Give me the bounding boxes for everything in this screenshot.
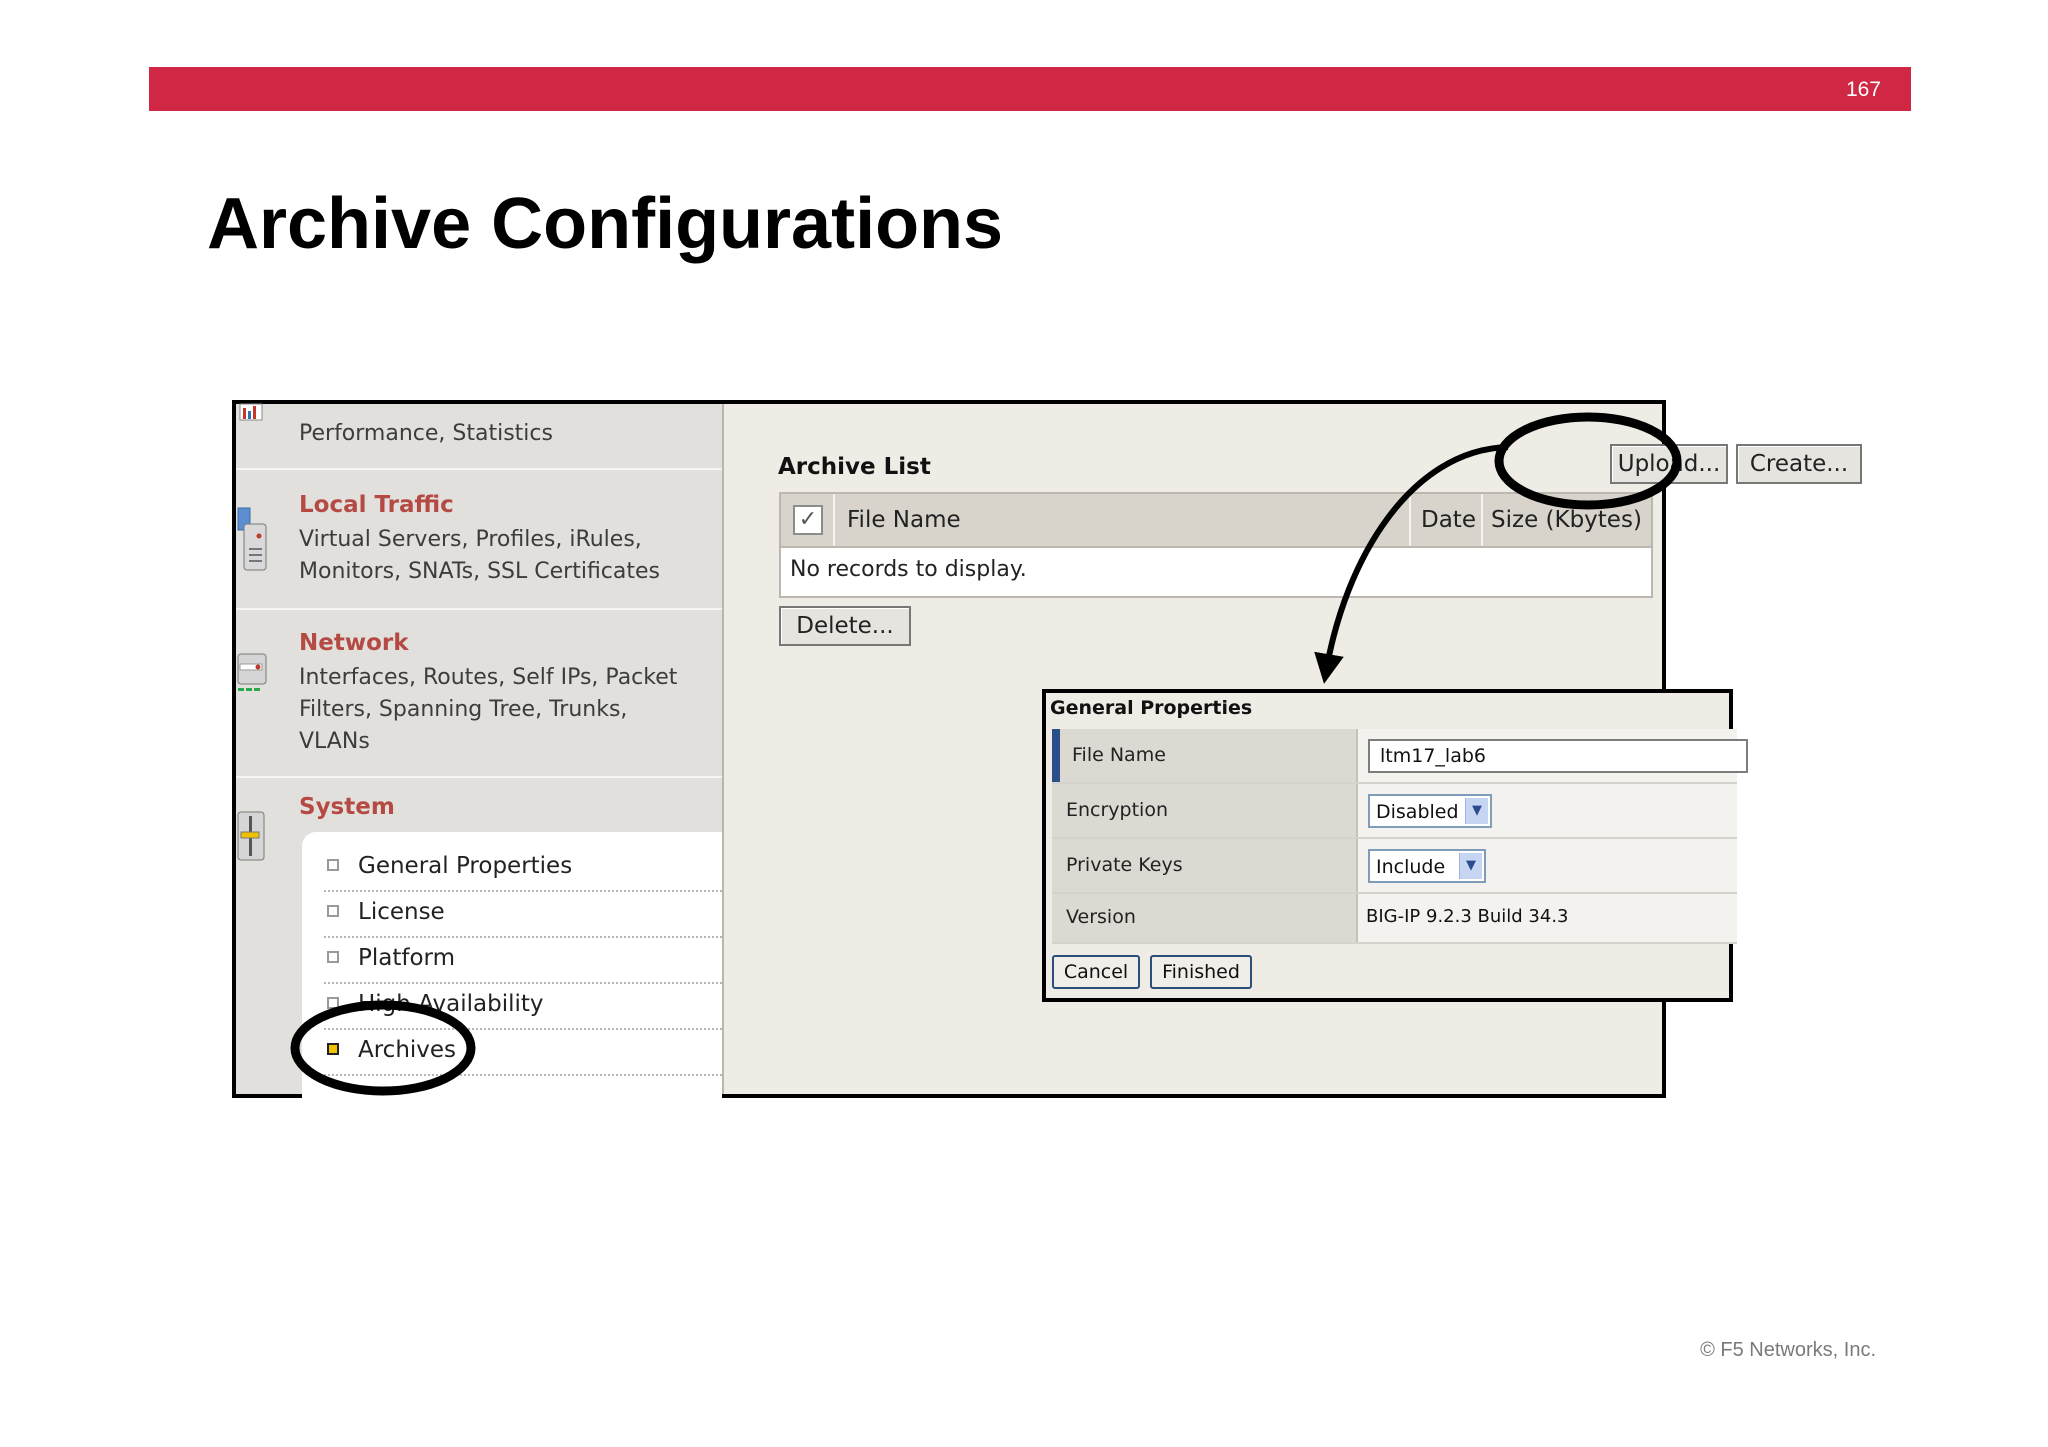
encryption-select[interactable]: [1368, 794, 1492, 828]
highlight-circle-archives: [295, 1005, 471, 1091]
version-value-cell: [1358, 894, 1737, 942]
version-label: Version: [1066, 906, 1136, 928]
finished-button[interactable]: Finished: [1150, 955, 1252, 989]
private-keys-label-cell: [1052, 839, 1358, 892]
upload-button[interactable]: Upload...: [1610, 444, 1728, 484]
version-value: BIG-IP 9.2.3 Build 34.3: [1366, 906, 1569, 927]
create-button[interactable]: Create...: [1736, 444, 1862, 484]
select-all-checkbox[interactable]: ✓: [793, 505, 823, 535]
overview-description: Performance, Statistics: [299, 421, 553, 446]
encryption-value-cell: [1358, 784, 1737, 837]
archive-list-title: Archive List: [778, 454, 931, 480]
row-encryption: [1052, 784, 1737, 839]
network-title: Network: [299, 630, 409, 656]
general-properties-panel: [1042, 689, 1733, 1002]
file-name-label: File Name: [1072, 744, 1166, 766]
private-keys-label: Private Keys: [1066, 854, 1183, 876]
system-title: System: [299, 794, 395, 820]
network-desc-1: Interfaces, Routes, Self IPs, Packet: [299, 665, 678, 690]
private-keys-value-cell: [1358, 839, 1737, 892]
delete-button[interactable]: Delete...: [779, 606, 911, 646]
row-file-name: [1052, 729, 1737, 784]
local-traffic-desc-1: Virtual Servers, Profiles, iRules,: [299, 527, 642, 552]
private-keys-select[interactable]: [1368, 849, 1486, 883]
encryption-label-cell: [1052, 784, 1358, 837]
network-desc-2: Filters, Spanning Tree, Trunks,: [299, 697, 628, 722]
panel-title: General Properties: [1050, 697, 1253, 719]
menu-item-label: General Properties: [358, 853, 573, 879]
menu-item-label: Platform: [358, 945, 455, 971]
menu-item-label: High Availability: [358, 991, 544, 1017]
private-keys-selected: Include: [1376, 856, 1446, 878]
file-name-label-cell: [1052, 729, 1358, 782]
slide-number: 167: [1845, 78, 1881, 101]
empty-table-message: No records to display.: [790, 557, 1027, 582]
chevron-down-icon[interactable]: ▼: [1459, 853, 1482, 879]
network-desc-3: VLANs: [299, 729, 370, 754]
encryption-label: Encryption: [1066, 799, 1169, 821]
menu-item-label: License: [358, 899, 445, 925]
column-header-file-name[interactable]: File Name: [847, 507, 961, 533]
encryption-selected: Disabled: [1376, 801, 1459, 823]
row-version: [1052, 894, 1737, 944]
local-traffic-title: Local Traffic: [299, 492, 454, 518]
cancel-button[interactable]: Cancel: [1052, 955, 1140, 989]
file-name-input[interactable]: ltm17_lab6: [1368, 739, 1748, 773]
file-name-value-cell: [1358, 729, 1737, 782]
highlight-circle-create: [1499, 417, 1677, 505]
row-private-keys: [1052, 839, 1737, 894]
copyright-notice: © F5 Networks, Inc.: [1700, 1339, 1876, 1361]
menu-item-label: Archives: [358, 1037, 457, 1063]
column-header-date[interactable]: Date: [1421, 507, 1476, 533]
callout-arrow: [1326, 447, 1508, 672]
version-label-cell: [1052, 894, 1358, 942]
column-header-size[interactable]: Size (Kbytes): [1491, 507, 1642, 533]
chevron-down-icon[interactable]: ▼: [1465, 798, 1488, 824]
slide-title: Archive Configurations: [207, 184, 1004, 264]
local-traffic-desc-2: Monitors, SNATs, SSL Certificates: [299, 559, 661, 584]
